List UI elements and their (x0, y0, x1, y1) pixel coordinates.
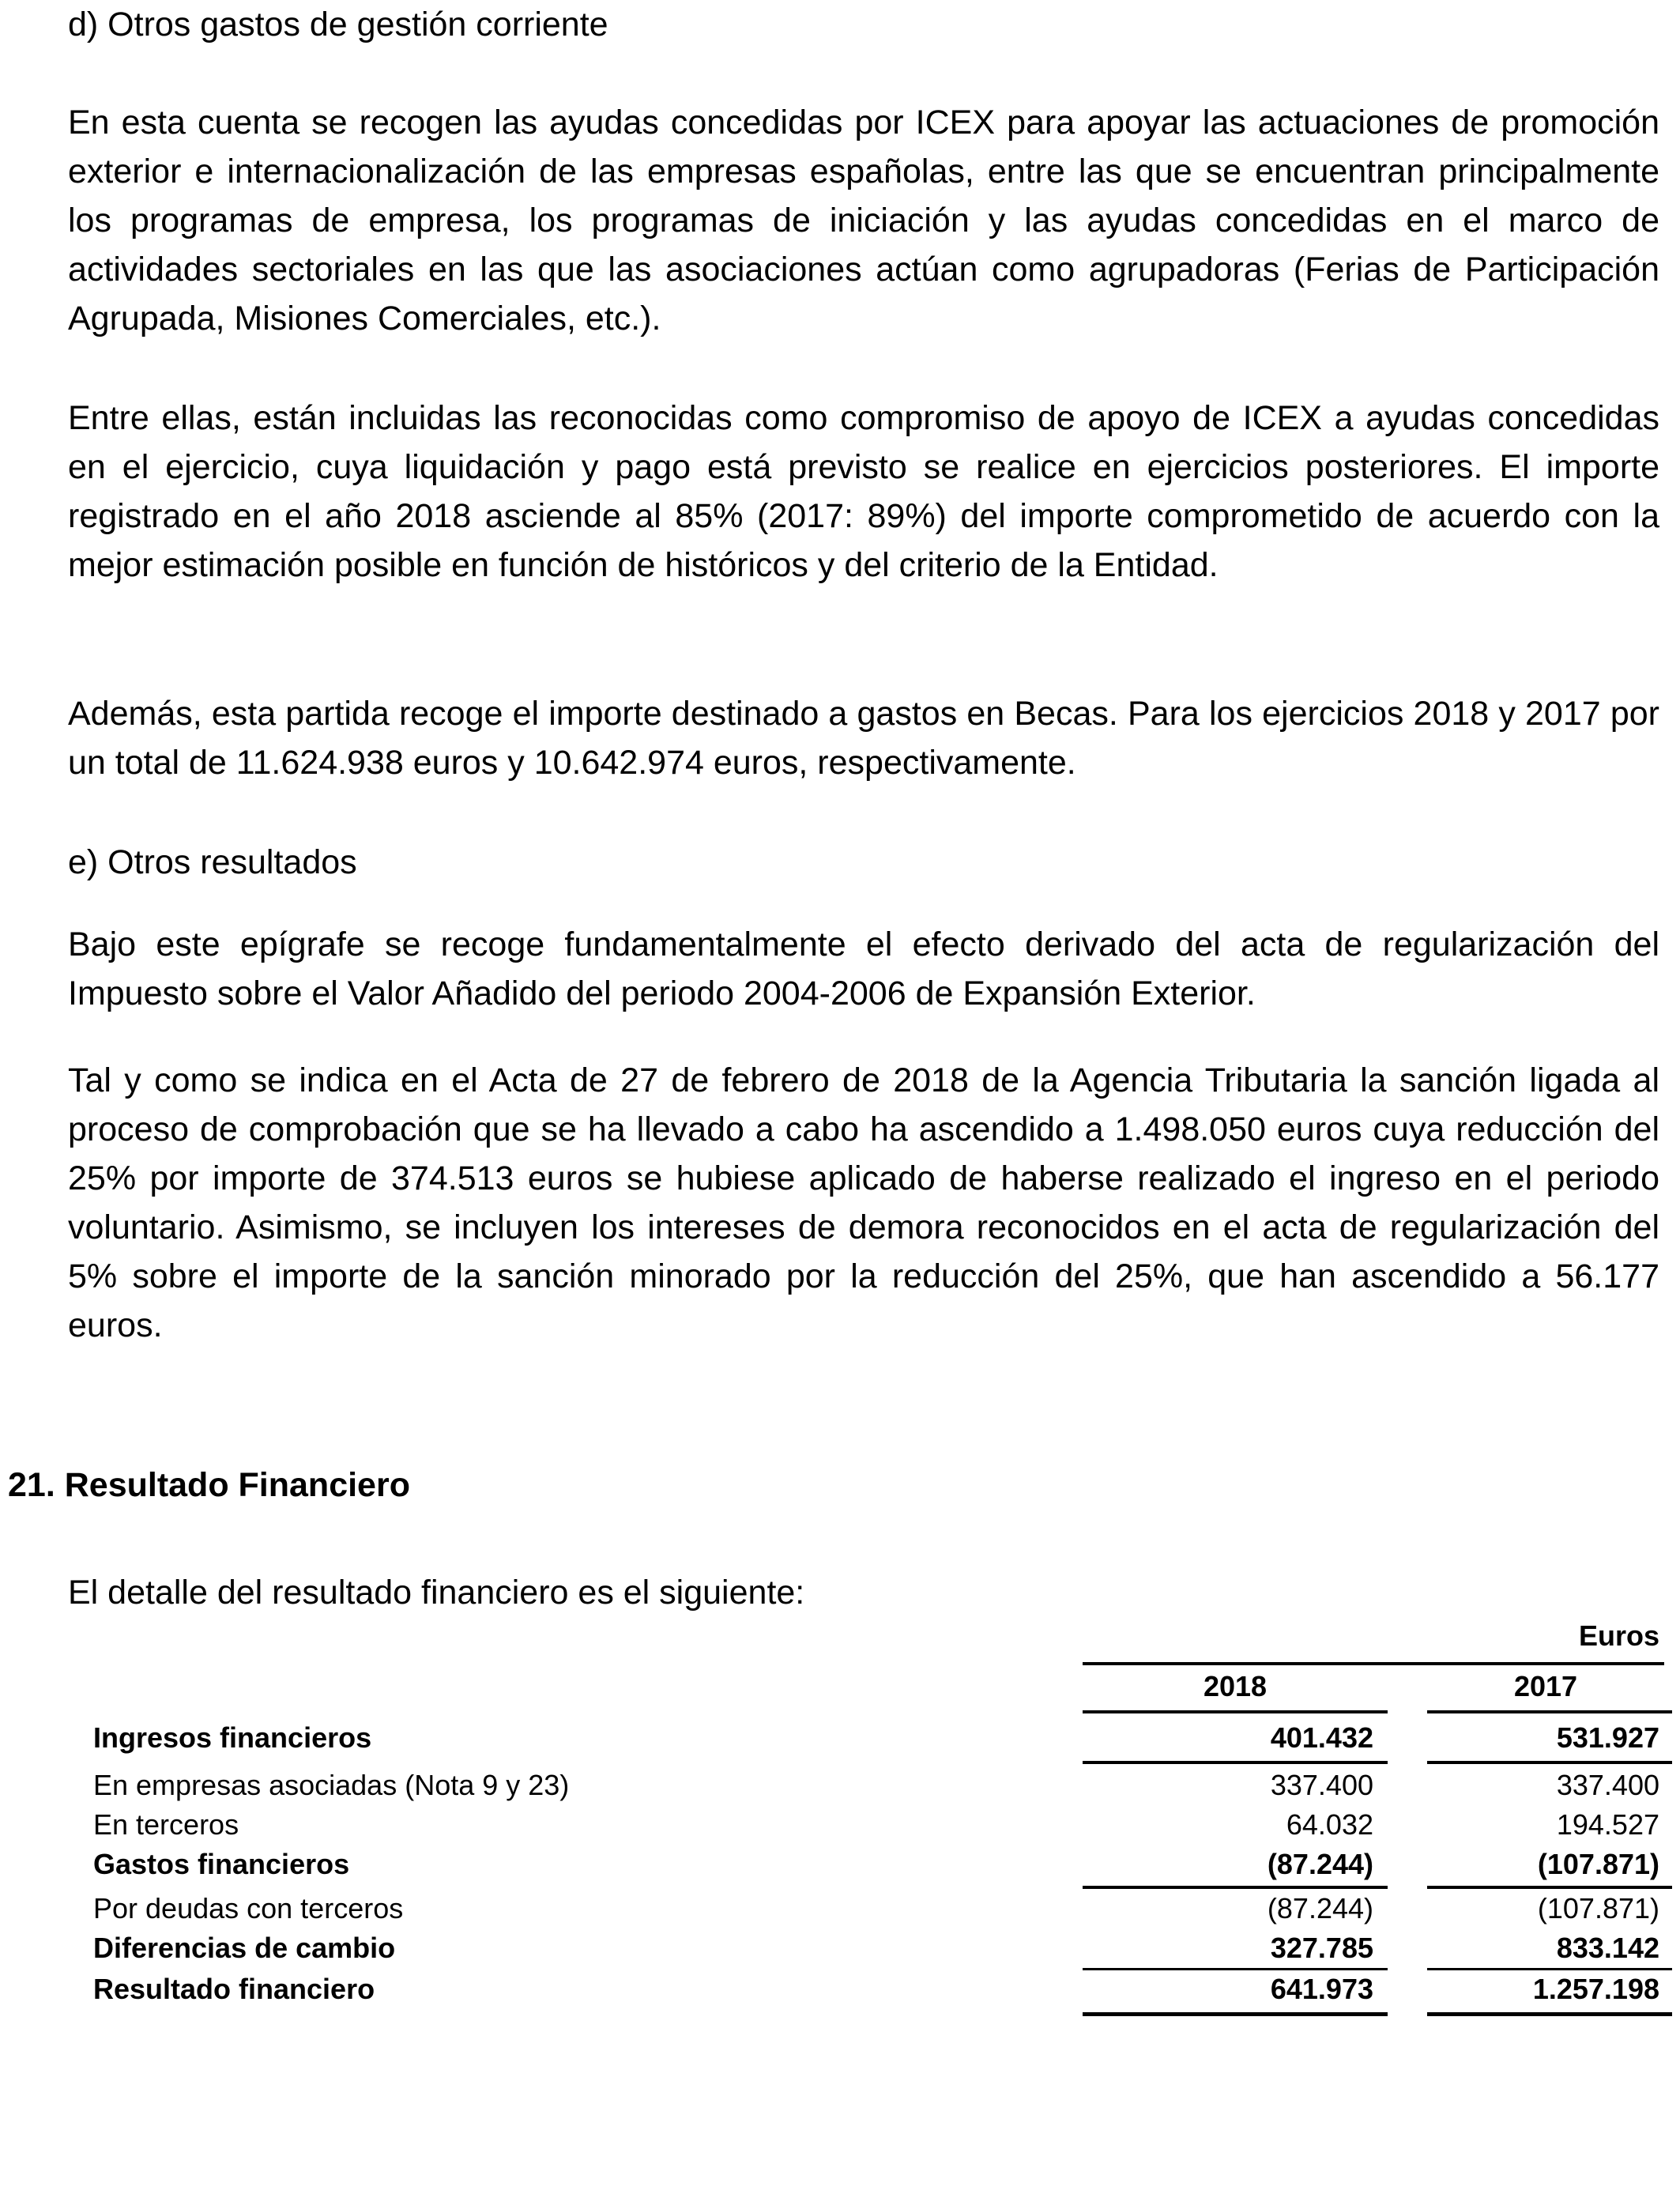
section-title: 21. Resultado Financiero (8, 1466, 410, 1504)
year-rule-2017 (1427, 1710, 1672, 1713)
value-2017: 531.927 (1556, 1721, 1659, 1754)
paragraph-e-1: Bajo este epígrafe se recoge fundamentalmente el efecto derivado del acta de regularización del Impuesto sobre el Valor Añadido del periodo 2004-2006 de Expansión Exterior. (68, 925, 1659, 1012)
row-label: Por deudas con terceros (93, 1892, 404, 1924)
value-2017: 337.400 (1556, 1769, 1659, 1801)
table-row (0, 1928, 1680, 1968)
value-2017: 1.257.198 (1532, 1973, 1659, 2005)
header-rule (1083, 1662, 1664, 1665)
subsection-heading-d: d) Otros gastos de gestión corriente (68, 6, 608, 43)
table-row (0, 1970, 1680, 2009)
column-header-2017: 2017 (1513, 1670, 1578, 1702)
paragraph-e-2: Tal y como se indica en el Acta de 27 de febrero de 2018 de la Agencia Tributaria la sanción ligada al proceso de comprobación que se ha llevado a cabo ha ascendido a 1.498.050 euros cuya reducción del 25% por importe de 374.513 euros se hubiese aplicado de haberse realizado el ingreso en el periodo voluntario. Asimismo, se incluyen los intereses de demora reconocidos en el acta de regularización del 5% sobre el importe de la sanción minorado por la reducción del 25%, que han ascendido a 56.177 euros. (68, 1061, 1659, 1344)
value-2018: 641.973 (1270, 1973, 1373, 2005)
unit-header: Euros (1578, 1619, 1659, 1652)
value-2017: (107.871) (1537, 1892, 1659, 1924)
subsection-heading-e: e) Otros resultados (68, 843, 357, 881)
value-2017: (107.871) (1537, 1848, 1659, 1880)
value-2018: 337.400 (1270, 1769, 1373, 1801)
value-2018: (87.244) (1267, 1848, 1373, 1880)
value-2018: 64.032 (1286, 1808, 1373, 1841)
row-label: En terceros (93, 1808, 239, 1841)
row-label: Diferencias de cambio (93, 1932, 396, 1964)
value-2017: 833.142 (1556, 1932, 1659, 1964)
total-rule-2017 (1427, 2012, 1672, 2016)
total-rule-2018 (1083, 2012, 1388, 2016)
paragraph-d-3: Además, esta partida recoge el importe destinado a gastos en Becas. Para los ejercicios 2018 y 2017 por un total de 11.624.938 euros y 10.642.974 euros, respectivamente. (68, 695, 1659, 782)
table-row (0, 1889, 1680, 1928)
value-2018: 401.432 (1270, 1721, 1373, 1754)
row-rule-2017 (1427, 1761, 1672, 1764)
row-label: En empresas asociadas (Nota 9 y 23) (93, 1769, 570, 1801)
table-row (0, 1805, 1680, 1845)
table-row (0, 1845, 1680, 1884)
row-label: Ingresos financieros (93, 1721, 372, 1754)
table-row (0, 1766, 1680, 1805)
row-label: Gastos financieros (93, 1848, 350, 1880)
value-2018: 327.785 (1270, 1932, 1373, 1964)
paragraph-d-2: Entre ellas, están incluidas las reconocidas como compromiso de apoyo de ICEX a ayudas concedidas en el ejercicio, cuya liquidación y pago está previsto se realice en ejercicios posteriores. El importe registrado en el año 2018 asciende al 85% (2017: 89%) del importe comprometido de acuerdo con la mejor estimación posible en función de históricos y del criterio de la Entidad. (68, 399, 1659, 584)
intro-text: El detalle del resultado financiero es el siguiente: (68, 1574, 805, 1612)
row-label: Resultado financiero (93, 1973, 375, 2005)
value-2018: (87.244) (1267, 1892, 1373, 1924)
table-row (0, 1718, 1680, 1758)
year-rule-2018 (1083, 1710, 1388, 1713)
value-2017: 194.527 (1556, 1808, 1659, 1841)
row-rule-2018 (1083, 1761, 1388, 1764)
column-header-2018: 2018 (1203, 1670, 1268, 1702)
paragraph-d-1: En esta cuenta se recogen las ayudas concedidas por ICEX para apoyar las actuaciones de promoción exterior e internacionalización de las empresas españolas, entre las que se encuentran principalmente los programas de empresa, los programas de iniciación y las ayudas concedidas en el marco de actividades sectoriales en las que las asociaciones actúan como agrupadoras (Ferias de Participación Agrupada, Misiones Comerciales, etc.). (68, 104, 1659, 337)
